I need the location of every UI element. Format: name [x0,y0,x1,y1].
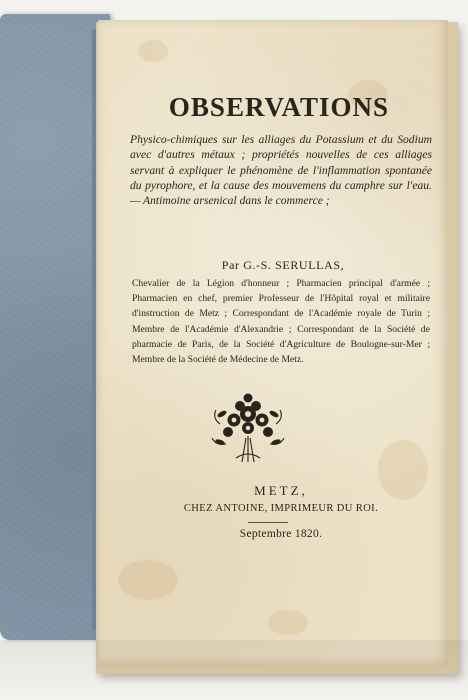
author-line: Par G.-S. SERULLAS, [221,258,345,272]
foxing-spot [118,560,178,600]
book-title: OBSERVATIONS [168,92,390,122]
author-credentials: Chevalier de la Légion d'honneur ; Pharmacien principal d'armée ; Pharmacien en chef, premier Professeur de l'Hôpital royal et militaire d'instruction de Metz ; Correspondant de l'Académie royale de Turin ; Membre de l'Académie d'Alexandrie ; Correspondant de la Société de pharmacie de Paris, de la Société d'Agriculture de Boulogne-sur-Mer ; Membre de la Société de Médecine de Metz. [132,278,430,366]
title-page [98,20,448,666]
publication-city: METZ, [254,483,308,498]
foxing-spot [138,40,168,62]
divider-rule [248,522,288,523]
printer-line: CHEZ ANTOINE, IMPRIMEUR DU ROI. [183,503,379,514]
publication-date: Septembre 1820. [239,528,323,540]
table-shadow [0,640,468,700]
foxing-spot [268,610,308,635]
book-subtitle: Physico-chimiques sur les alliages du Potassium et du Sodium avec d'autres métaux ; propriétés nouvelles de ces alliages servant à expliquer le phénomène de l'inflammation spontanée du pyrophore, et la cause des mouvemens du camphre sur l'eau. — Antimoine arsenical dans le commerce ; [130,133,432,208]
flower-bouquet-icon [206,384,290,468]
